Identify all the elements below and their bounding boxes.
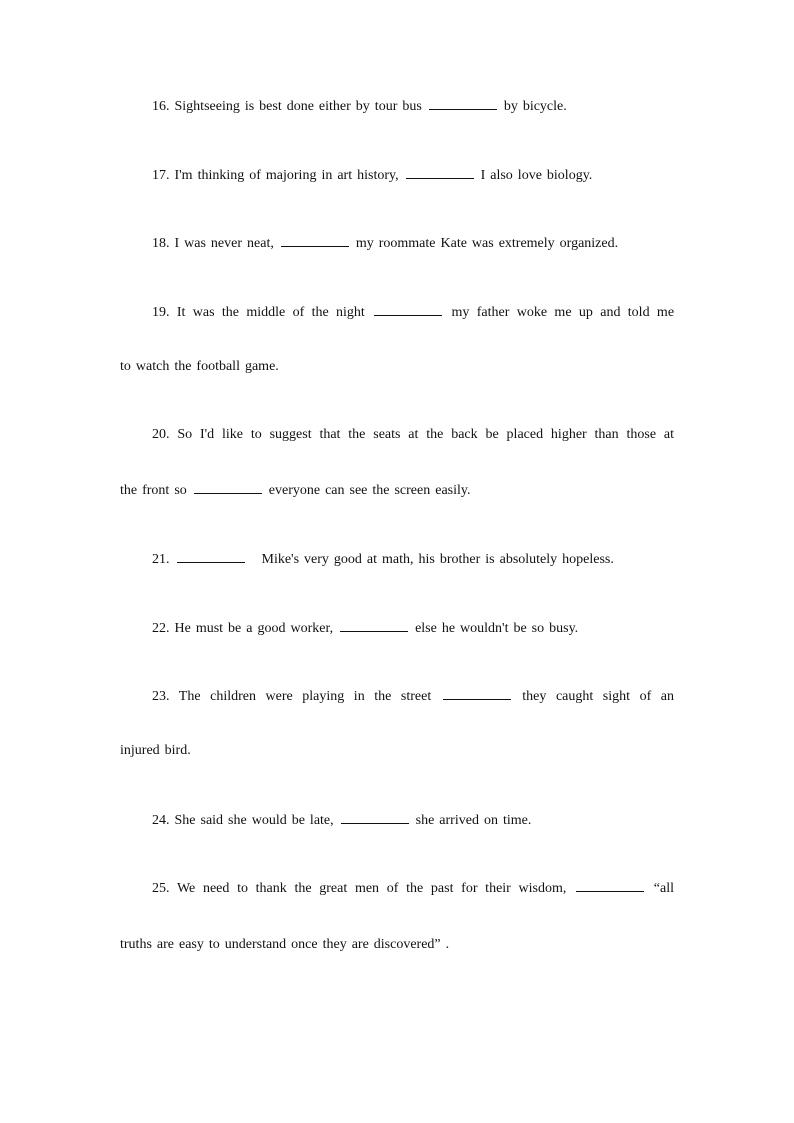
question-text: He must be a good worker,	[174, 621, 334, 636]
question-text: the front so	[120, 483, 187, 498]
question-text: my father woke me up and told me	[451, 305, 675, 320]
question-19-continuation	[120, 357, 674, 377]
question-text: I was never neat,	[174, 236, 274, 251]
question-number: 22.	[152, 621, 170, 636]
question-number: 17.	[152, 168, 170, 183]
answer-blank[interactable]	[341, 810, 409, 824]
answer-blank[interactable]	[177, 549, 245, 563]
question-20-continuation	[120, 480, 674, 501]
question-number: 21.	[152, 552, 170, 567]
question-text: She said she would be late,	[174, 813, 334, 828]
question-number: 16.	[152, 99, 170, 114]
question-text: “all	[653, 881, 675, 896]
question-number: 23.	[152, 689, 170, 704]
question-text: by bicycle.	[503, 99, 567, 114]
question-24	[152, 810, 674, 831]
question-text: everyone can see the screen easily.	[268, 483, 471, 498]
question-number: 18.	[152, 236, 170, 251]
question-25	[152, 878, 674, 899]
question-21	[152, 549, 674, 570]
answer-blank[interactable]	[374, 302, 442, 316]
question-text: she arrived on time.	[415, 813, 532, 828]
question-text: to watch the football game.	[120, 359, 279, 374]
question-text: Sightseeing is best done either by tour bus	[174, 99, 422, 114]
answer-blank[interactable]	[281, 233, 349, 247]
question-text: It was the middle of the night	[176, 305, 365, 320]
question-text: truths are easy to understand once they are discovered” .	[120, 937, 450, 952]
question-25-continuation	[120, 935, 674, 955]
question-19	[152, 302, 674, 323]
answer-blank[interactable]	[429, 96, 497, 110]
question-text: my roommate Kate was extremely organized.	[355, 236, 619, 251]
question-text: injured bird.	[120, 743, 191, 758]
question-22	[152, 618, 674, 639]
question-number: 25.	[152, 881, 170, 896]
question-20	[152, 425, 674, 445]
question-text: else he wouldn't be so busy.	[415, 621, 579, 636]
answer-blank[interactable]	[576, 878, 644, 892]
answer-blank[interactable]	[194, 480, 262, 494]
question-text: The children were playing in the street	[178, 689, 432, 704]
question-16	[152, 96, 674, 117]
answer-blank[interactable]	[443, 686, 511, 700]
answer-blank[interactable]	[340, 618, 408, 632]
question-number: 24.	[152, 813, 170, 828]
answer-blank[interactable]	[406, 165, 474, 179]
question-number: 19.	[152, 305, 170, 320]
question-23	[152, 686, 674, 707]
question-text: Mike's very good at math, his brother is absolutely hopeless.	[261, 552, 614, 567]
question-18	[152, 233, 674, 254]
question-number: 20.	[152, 427, 170, 442]
question-text: they caught sight of an	[522, 689, 674, 704]
question-text: So I'd like to suggest that the seats at the back be placed higher than those at	[177, 427, 675, 442]
question-text: I also love biology.	[480, 168, 593, 183]
question-23-continuation	[120, 741, 674, 761]
question-text: We need to thank the great men of the past for their wisdom,	[176, 881, 567, 896]
question-text: I'm thinking of majoring in art history,	[174, 168, 399, 183]
question-17	[152, 165, 674, 186]
